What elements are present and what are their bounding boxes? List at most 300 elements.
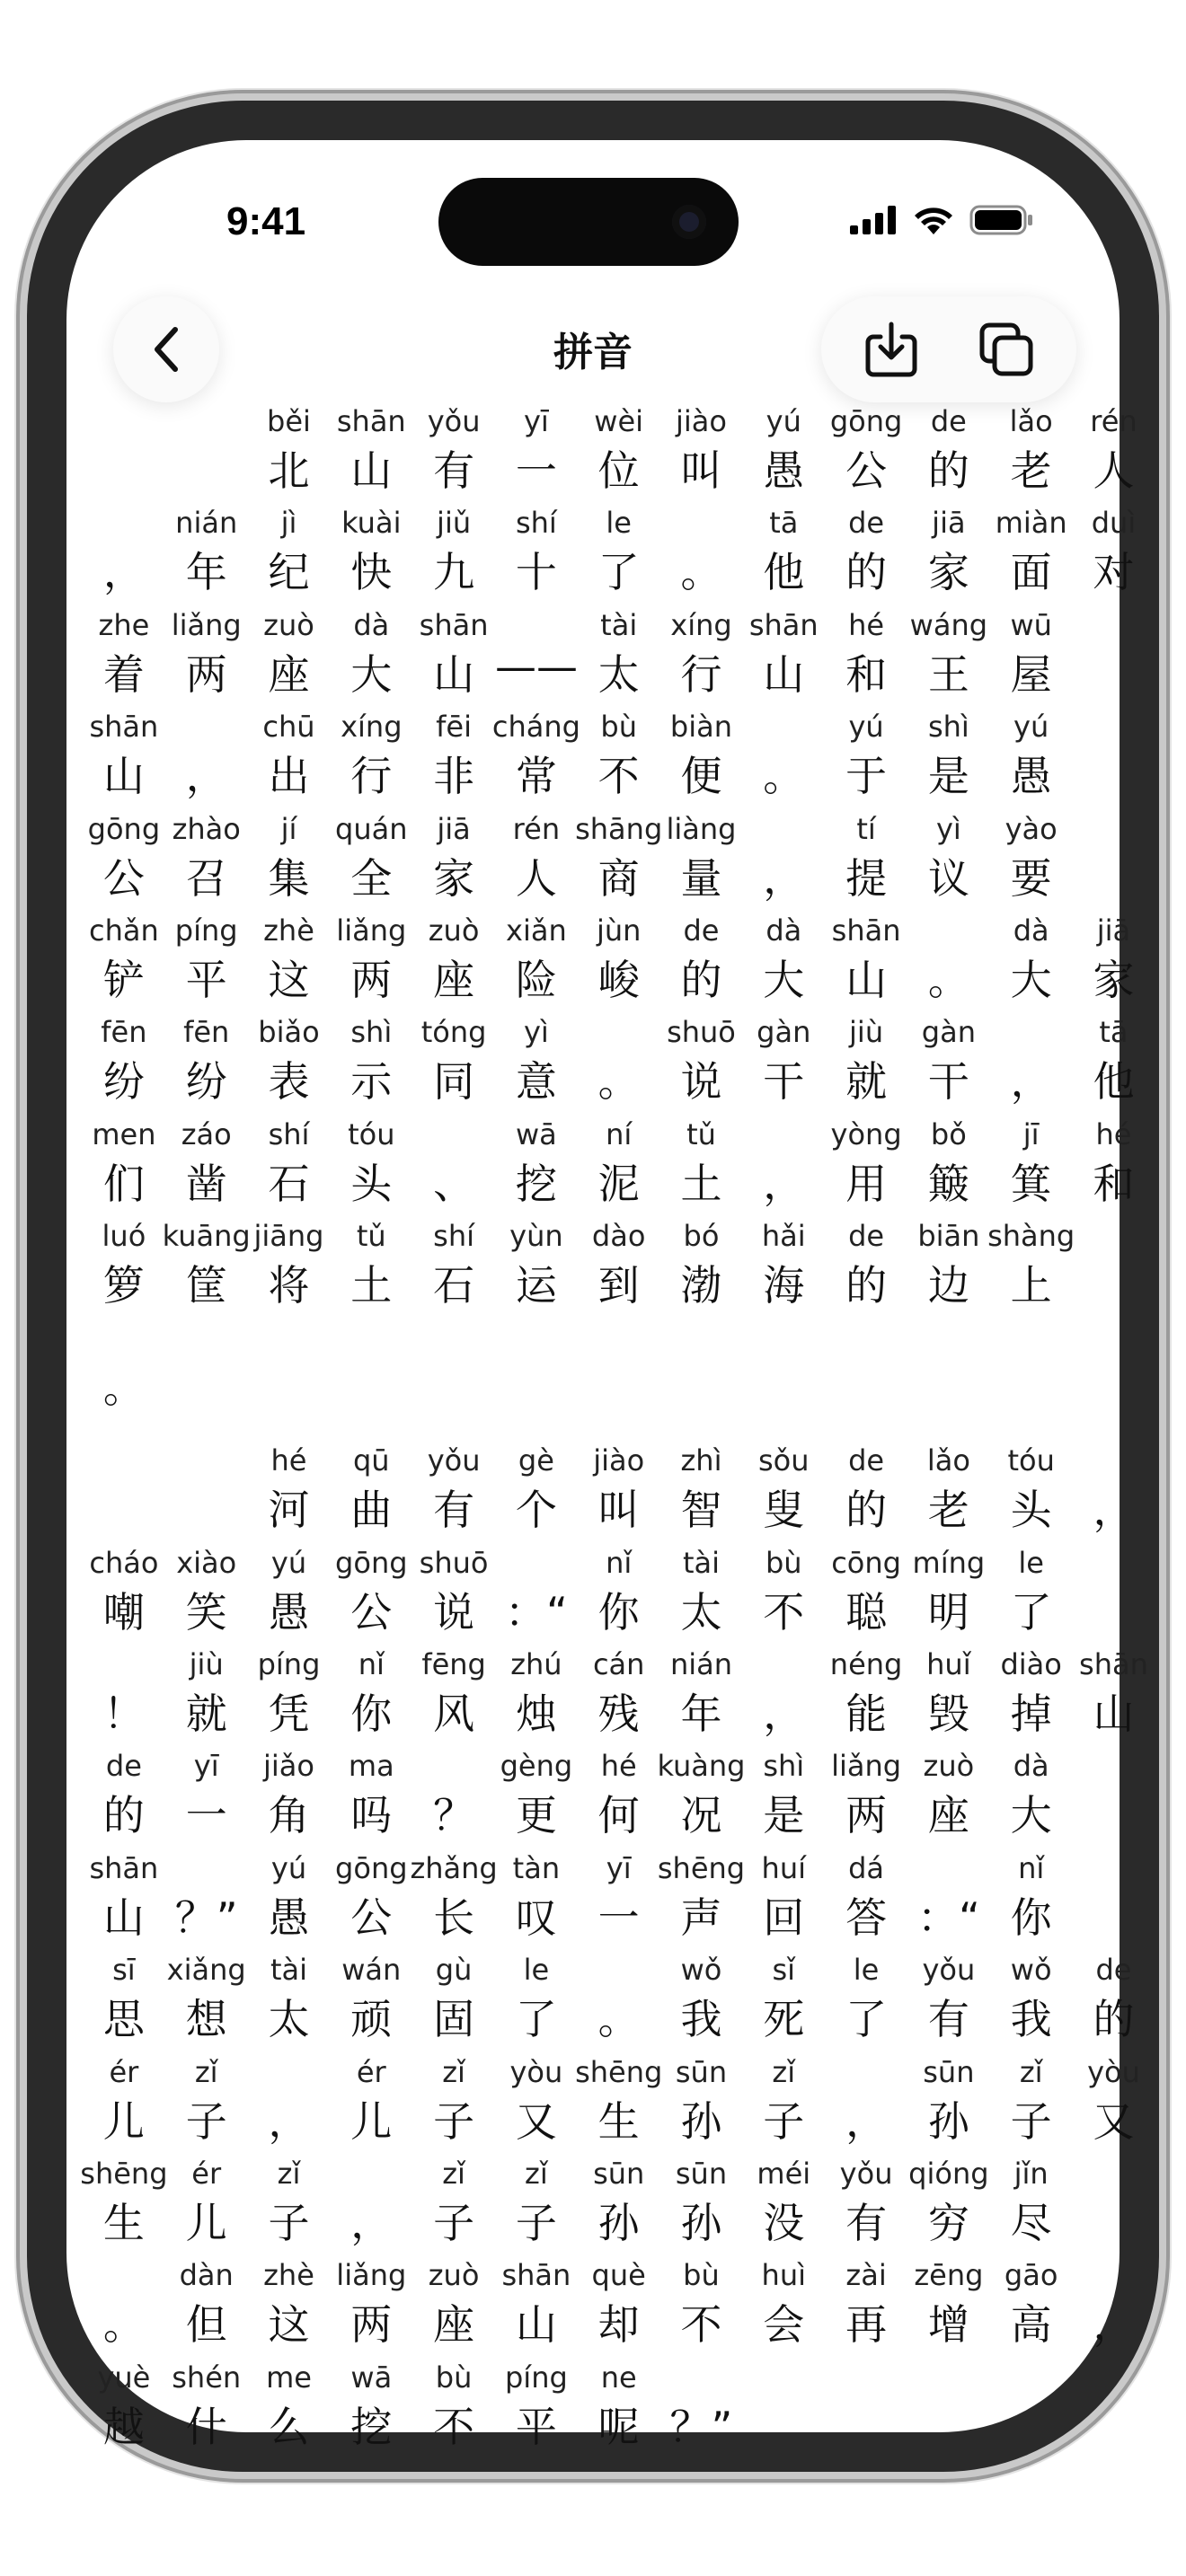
character-cell	[660, 699, 743, 800]
hanzi-character: 量	[680, 853, 722, 903]
pinyin-label: shān	[336, 404, 406, 438]
hanzi-character: 位	[597, 446, 640, 495]
pinyin-label: dàn	[179, 2258, 234, 2293]
hanzi-character: 凭	[268, 1689, 310, 1739]
pinyin-label: dá	[848, 1850, 885, 1885]
pinyin-label: tài	[682, 1545, 720, 1580]
hanzi-character: 又	[1093, 2096, 1135, 2146]
character-cell	[578, 2350, 660, 2451]
character-cell	[495, 1004, 578, 1106]
hanzi-character: 运	[515, 1261, 557, 1310]
character-cell	[412, 1535, 495, 1636]
pinyin-label: biǎo	[258, 1015, 320, 1050]
hanzi-character: ，	[845, 2096, 888, 2146]
pinyin-label: yú	[270, 1850, 307, 1885]
pinyin-label: tǔ	[686, 1116, 716, 1151]
action-button	[16, 548, 27, 647]
hanzi-character: 子	[433, 2199, 475, 2248]
pinyin-label: dà	[1013, 1749, 1049, 1784]
hanzi-character: 聪	[845, 1587, 888, 1636]
pinyin-label: gāo	[1004, 2258, 1058, 2293]
hanzi-character: 想	[185, 1995, 227, 2044]
pinyin-label: shén	[172, 2360, 242, 2395]
hanzi-character: 子	[763, 2096, 805, 2146]
hanzi-character: 你	[350, 1689, 393, 1739]
pinyin-label: yī	[606, 1850, 632, 1885]
hanzi-character: ：“	[916, 1892, 980, 1942]
hanzi-character: 常	[515, 752, 557, 801]
hanzi-character: 回	[763, 1892, 805, 1942]
pinyin-label: tǔ	[356, 1219, 386, 1254]
pinyin-label: wán	[341, 1953, 402, 1988]
character-cell	[330, 1107, 412, 1208]
hanzi-character: 呢	[597, 2402, 640, 2451]
pinyin-label: fēn	[183, 1015, 230, 1050]
pinyin-label: yǒu	[427, 1443, 481, 1478]
pinyin-label: méi	[757, 2157, 811, 2192]
pinyin-label: zēng	[914, 2258, 984, 2293]
hanzi-character: 公	[845, 446, 888, 495]
hanzi-character: 。	[102, 1363, 145, 1412]
pinyin-label: jiāng	[253, 1219, 324, 1254]
pinyin-label: zǐ	[1019, 2054, 1043, 2089]
pinyin-label: fēng	[421, 1647, 486, 1682]
pinyin-label: wèi	[594, 404, 644, 438]
text-line	[83, 1433, 1135, 1535]
hanzi-character: 的	[102, 1791, 145, 1840]
hanzi-character: 的	[845, 548, 888, 597]
pinyin-label: gù	[435, 1953, 473, 1988]
pinyin-label: píng	[504, 2360, 568, 2395]
hanzi-character: 家	[1093, 955, 1135, 1004]
copy-button[interactable]	[963, 306, 1049, 393]
hanzi-character: ：“	[504, 1587, 568, 1636]
hanzi-character: 高	[1010, 2300, 1052, 2350]
hanzi-character: 我	[680, 1995, 722, 2044]
pinyin-label: jiǔ	[437, 506, 472, 541]
hanzi-character: 。	[597, 1057, 640, 1107]
hanzi-character: 子	[185, 2096, 227, 2146]
hanzi-character: 尽	[1010, 2199, 1052, 2248]
hanzi-character: 挖	[350, 2402, 393, 2451]
pinyin-label: hé	[600, 1749, 637, 1784]
hanzi-character: 儿	[350, 2096, 393, 2146]
hanzi-character: 纷	[185, 1057, 227, 1107]
hanzi-character: 王	[927, 649, 969, 699]
hanzi-character: 箩	[102, 1261, 145, 1310]
character-cell	[987, 1208, 1075, 1310]
pinyin-label: zuò	[263, 607, 314, 642]
pinyin-label: bó	[683, 1219, 720, 1254]
hanzi-character: 儿	[185, 2199, 227, 2248]
character-cell	[1073, 1942, 1155, 2043]
pinyin-label: shàng	[987, 1219, 1075, 1254]
pinyin-label: shì	[927, 710, 969, 745]
text-line	[83, 495, 1137, 597]
hanzi-character: 他	[1093, 1057, 1135, 1107]
hanzi-character: 九	[433, 548, 475, 597]
hanzi-character: 山	[102, 752, 145, 801]
hanzi-character: 土	[350, 1261, 393, 1310]
dynamic-island	[438, 178, 739, 266]
hanzi-character: 石	[268, 1159, 310, 1208]
hanzi-character: 表	[268, 1057, 310, 1107]
character-cell	[990, 2247, 1073, 2349]
hanzi-character: ，	[102, 548, 145, 597]
hanzi-character: 出	[268, 752, 310, 801]
hanzi-character: 铲	[102, 955, 145, 1004]
hanzi-character: 大	[763, 955, 805, 1004]
hanzi-character: 同	[433, 1057, 475, 1107]
pinyin-label: gàn	[757, 1015, 811, 1050]
hanzi-character: 穷	[927, 2199, 969, 2248]
pinyin-label: yú	[270, 1545, 307, 1580]
hanzi-character: 。	[102, 2300, 145, 2350]
character-cell	[1073, 393, 1155, 495]
hanzi-character: 孙	[680, 2096, 722, 2146]
hanzi-character: 集	[268, 853, 310, 903]
pinyin-label: zhú	[510, 1647, 562, 1682]
pinyin-label: rén	[512, 811, 561, 846]
pinyin-label: zuò	[923, 1749, 975, 1784]
hanzi-character: 况	[680, 1791, 722, 1840]
pinyin-label: bù	[435, 2360, 473, 2395]
hanzi-character: 行	[350, 752, 393, 801]
pinyin-label: shí	[268, 1116, 310, 1151]
pinyin-label: chū	[262, 710, 315, 745]
hanzi-character: 。	[680, 548, 722, 597]
pinyin-label: luó	[102, 1219, 146, 1254]
pinyin-label: de	[848, 1443, 885, 1478]
text-line	[83, 597, 1103, 699]
hanzi-character: 。	[927, 955, 969, 1004]
pinyin-label: fēn	[101, 1015, 147, 1050]
pinyin-label: hé	[848, 607, 885, 642]
pinyin-label: yú	[848, 710, 884, 745]
hanzi-character: 不	[597, 752, 640, 801]
character-cell	[165, 2044, 248, 2146]
pinyin-label: de	[683, 913, 720, 948]
hanzi-character: 用	[845, 1159, 888, 1208]
pinyin-label: chǎn	[89, 913, 159, 948]
hanzi-character: 子	[268, 2199, 310, 2248]
hanzi-character: 太	[268, 1995, 310, 2044]
character-cell	[83, 393, 165, 495]
text-line	[83, 2350, 1103, 2451]
pinyin-label: shān	[831, 913, 901, 948]
pinyin-label: sǒu	[758, 1443, 810, 1478]
pinyin-label: jiù	[849, 1015, 884, 1050]
hanzi-character: 这	[268, 955, 310, 1004]
hanzi-character: 面	[1010, 548, 1052, 597]
pinyin-label: dà	[766, 913, 802, 948]
hanzi-character: 渤	[680, 1261, 722, 1310]
hanzi-character: ，	[1093, 1486, 1135, 1535]
pinyin-label: ér	[356, 2054, 386, 2089]
pinyin-label: le	[853, 1953, 880, 1988]
hanzi-character: ？”	[669, 2402, 733, 2451]
hanzi-character: 了	[1010, 1587, 1052, 1636]
pinyin-label: gōng	[829, 404, 903, 438]
hanzi-character: 和	[845, 649, 888, 699]
pinyin-label: yǒu	[839, 2157, 893, 2192]
pinyin-label: cōng	[831, 1545, 901, 1580]
pinyin-label: yǒu	[922, 1953, 976, 1988]
pinyin-label: qū	[352, 1443, 390, 1478]
hanzi-character: ，	[763, 1689, 805, 1739]
hanzi-character: 何	[597, 1791, 640, 1840]
hanzi-character: 就	[185, 1689, 227, 1739]
pinyin-label: nǐ	[606, 1545, 633, 1580]
hanzi-character: 人	[515, 853, 557, 903]
text-line	[83, 1535, 1103, 1636]
pinyin-label: jùn	[596, 913, 642, 948]
pinyin-label: tài	[270, 1953, 308, 1988]
text-line	[83, 2247, 1135, 2350]
hanzi-character: 将	[268, 1261, 310, 1310]
pinyin-label: shān	[419, 607, 489, 642]
pinyin-label: sī	[112, 1953, 136, 1988]
hanzi-character: 筐	[185, 1261, 227, 1310]
hanzi-character: 两	[185, 649, 227, 699]
pinyin-label: ní	[606, 1116, 633, 1151]
pinyin-label: de	[930, 404, 967, 438]
hanzi-character: ，	[763, 853, 805, 903]
pinyin-label: hé	[270, 1443, 307, 1478]
pinyin-label: yī	[193, 1749, 219, 1784]
hanzi-character: 便	[680, 752, 722, 801]
pinyin-label: yī	[523, 404, 549, 438]
pinyin-label: kuài	[341, 506, 402, 541]
hanzi-character: 着	[102, 649, 145, 699]
hanzi-character: 曲	[350, 1486, 393, 1535]
hanzi-character: 愚	[268, 1892, 310, 1942]
hanzi-character: 有	[927, 1995, 969, 2044]
hanzi-character: 快	[350, 548, 393, 597]
character-cell	[1073, 2247, 1155, 2349]
pinyin-label: yòu	[509, 2054, 563, 2089]
pinyin-label: ne	[600, 2360, 637, 2395]
pinyin-label: tā	[769, 506, 799, 541]
hanzi-character: 大	[1010, 955, 1052, 1004]
pinyin-label: jì	[280, 506, 297, 541]
pinyin-label: míng	[912, 1545, 986, 1580]
hanzi-character: 示	[350, 1057, 393, 1107]
hanzi-character: 增	[927, 2300, 969, 2350]
hanzi-character: 北	[268, 446, 310, 495]
pinyin-label: xiào	[176, 1545, 237, 1580]
pinyin-label: yùn	[509, 1219, 563, 1254]
pinyin-label: jiào	[675, 404, 727, 438]
pinyin-label: zhào	[172, 811, 241, 846]
hanzi-character: 提	[845, 853, 888, 903]
hanzi-character: 头	[1010, 1486, 1052, 1535]
pinyin-label: shēng	[80, 2157, 168, 2192]
pinyin-text-area	[80, 393, 1148, 2451]
pinyin-label: yǒu	[427, 404, 481, 438]
hanzi-character: 子	[433, 2096, 475, 2146]
pinyin-label: jiào	[593, 1443, 645, 1478]
download-button[interactable]	[848, 306, 934, 393]
hanzi-character: 座	[927, 1791, 969, 1840]
hanzi-character: 但	[185, 2300, 227, 2350]
pinyin-label: miàn	[995, 506, 1067, 541]
hanzi-character: 孙	[680, 2199, 722, 2248]
hanzi-character: 平	[515, 2402, 557, 2451]
pinyin-label: zhè	[263, 913, 314, 948]
volume-up-button	[16, 728, 27, 898]
page-title: 拼音	[553, 330, 633, 375]
character-cell	[825, 1840, 907, 1942]
text-line	[83, 1208, 1103, 1310]
hanzi-character: 更	[515, 1791, 557, 1840]
hanzi-character: 吗	[350, 1791, 393, 1840]
pinyin-label: liǎng	[171, 607, 242, 642]
character-cell	[990, 801, 1073, 903]
hanzi-character: 的	[680, 955, 722, 1004]
hanzi-character: 风	[433, 1689, 475, 1739]
pinyin-label: huí	[761, 1850, 806, 1885]
hanzi-character: 老	[1010, 446, 1052, 495]
text-line	[83, 393, 1137, 495]
text-line	[83, 2044, 1140, 2146]
hanzi-character: ？”	[174, 1892, 238, 1942]
hanzi-character: 险	[515, 955, 557, 1004]
pinyin-label: shì	[350, 1015, 393, 1050]
pinyin-label: nián	[175, 506, 238, 541]
pinyin-label: zǐ	[525, 2157, 548, 2192]
character-cell	[660, 2350, 743, 2451]
hanzi-character: 、	[433, 1159, 475, 1208]
hanzi-character: 了	[845, 1995, 888, 2044]
pinyin-label: rén	[1090, 404, 1137, 438]
pinyin-label: shān	[1079, 1647, 1148, 1682]
hanzi-character: 你	[1010, 1892, 1052, 1942]
pinyin-label: biàn	[669, 710, 733, 745]
hanzi-character: 的	[1093, 1995, 1135, 2044]
character-cell	[990, 1433, 1073, 1534]
hanzi-character: ，	[350, 2199, 393, 2248]
character-cell	[83, 1310, 165, 1412]
pinyin-label: lǎo	[926, 1443, 970, 1478]
character-cell	[907, 1004, 990, 1106]
character-cell	[990, 597, 1073, 699]
character-cell	[83, 1433, 165, 1534]
pinyin-label: zhe	[98, 607, 150, 642]
hanzi-character: 了	[515, 1995, 557, 2044]
hanzi-character: 。	[763, 752, 805, 801]
hanzi-character: 生	[102, 2199, 145, 2248]
hanzi-character: 边	[927, 1261, 969, 1310]
pinyin-label: liàng	[666, 811, 737, 846]
pinyin-label: ér	[109, 2054, 139, 2089]
pinyin-label: sūn	[675, 2157, 728, 2192]
pinyin-label: wū	[1010, 607, 1052, 642]
pinyin-label: gōng	[335, 1545, 408, 1580]
hanzi-character: 个	[515, 1486, 557, 1535]
pinyin-label: dà	[1013, 913, 1049, 948]
character-cell	[990, 1840, 1073, 1942]
pinyin-label: yì	[523, 1015, 549, 1050]
hanzi-character: 两	[845, 1791, 888, 1840]
hanzi-character: 我	[1010, 1995, 1052, 2044]
pinyin-label: sūn	[675, 2054, 728, 2089]
hanzi-character: 叟	[763, 1486, 805, 1535]
hanzi-character: 不	[433, 2402, 475, 2451]
text-line	[83, 1636, 1148, 1739]
hanzi-character: 屋	[1010, 649, 1052, 699]
character-cell	[578, 495, 660, 596]
character-cell	[990, 699, 1073, 800]
character-cell	[990, 2146, 1073, 2247]
hanzi-character: 山	[433, 649, 475, 699]
hanzi-character: 这	[268, 2300, 310, 2350]
text-line	[83, 801, 1103, 903]
hanzi-character: 一	[185, 1791, 227, 1840]
pinyin-label: bù	[600, 710, 637, 745]
pinyin-label: le	[523, 1953, 550, 1988]
pinyin-label: tóu	[1007, 1443, 1055, 1478]
pinyin-label: xiǎn	[506, 913, 567, 948]
hanzi-character: 土	[680, 1159, 722, 1208]
hanzi-character: 凿	[185, 1159, 227, 1208]
hanzi-character: 又	[515, 2096, 557, 2146]
hanzi-character: 石	[433, 1261, 475, 1310]
pinyin-label: kuāng	[162, 1219, 251, 1254]
pinyin-label: wǒ	[1010, 1953, 1052, 1988]
hanzi-character: 两	[350, 955, 393, 1004]
hanzi-character: 大	[350, 649, 393, 699]
hanzi-character: 越	[102, 2402, 145, 2451]
hanzi-character: 家	[927, 548, 969, 597]
pinyin-label: zǐ	[194, 2054, 218, 2089]
pinyin-label: xiǎng	[166, 1953, 246, 1988]
hanzi-character: 固	[433, 1995, 475, 2044]
pinyin-label: yào	[1005, 811, 1058, 846]
battery-icon	[970, 205, 1033, 235]
pinyin-label: yuè	[97, 2360, 151, 2395]
hanzi-character: 家	[433, 853, 475, 903]
text-line	[83, 1738, 1103, 1839]
pinyin-label: bù	[683, 2258, 720, 2293]
pinyin-label: tí	[856, 811, 876, 846]
pinyin-label: shān	[89, 1850, 159, 1885]
hanzi-character: 子	[515, 2199, 557, 2248]
pinyin-label: zǐ	[442, 2054, 465, 2089]
pinyin-label: jiā	[437, 811, 471, 846]
pinyin-label: yú	[1013, 710, 1049, 745]
hanzi-character: 思	[102, 1995, 145, 2044]
hanzi-character: 公	[350, 1587, 393, 1636]
hanzi-character: ！	[102, 1689, 145, 1739]
pinyin-label: yì	[935, 811, 961, 846]
hanzi-character: ，	[1010, 1057, 1052, 1107]
character-cell	[248, 2146, 331, 2247]
pinyin-label: jǐn	[1013, 2157, 1049, 2192]
hanzi-character: 要	[1010, 853, 1052, 903]
hanzi-character: 不	[763, 1587, 805, 1636]
hanzi-character: 年	[680, 1689, 722, 1739]
pinyin-label: tàn	[512, 1850, 561, 1885]
hanzi-character: 死	[763, 1995, 805, 2044]
pinyin-label: jiù	[189, 1647, 224, 1682]
phone-screen	[66, 140, 1148, 2451]
hanzi-character: 角	[268, 1791, 310, 1840]
hanzi-character: 笑	[185, 1587, 227, 1636]
hanzi-character: 大	[1010, 1791, 1052, 1840]
pinyin-label: de	[848, 1219, 885, 1254]
hanzi-character: 说	[680, 1057, 722, 1107]
